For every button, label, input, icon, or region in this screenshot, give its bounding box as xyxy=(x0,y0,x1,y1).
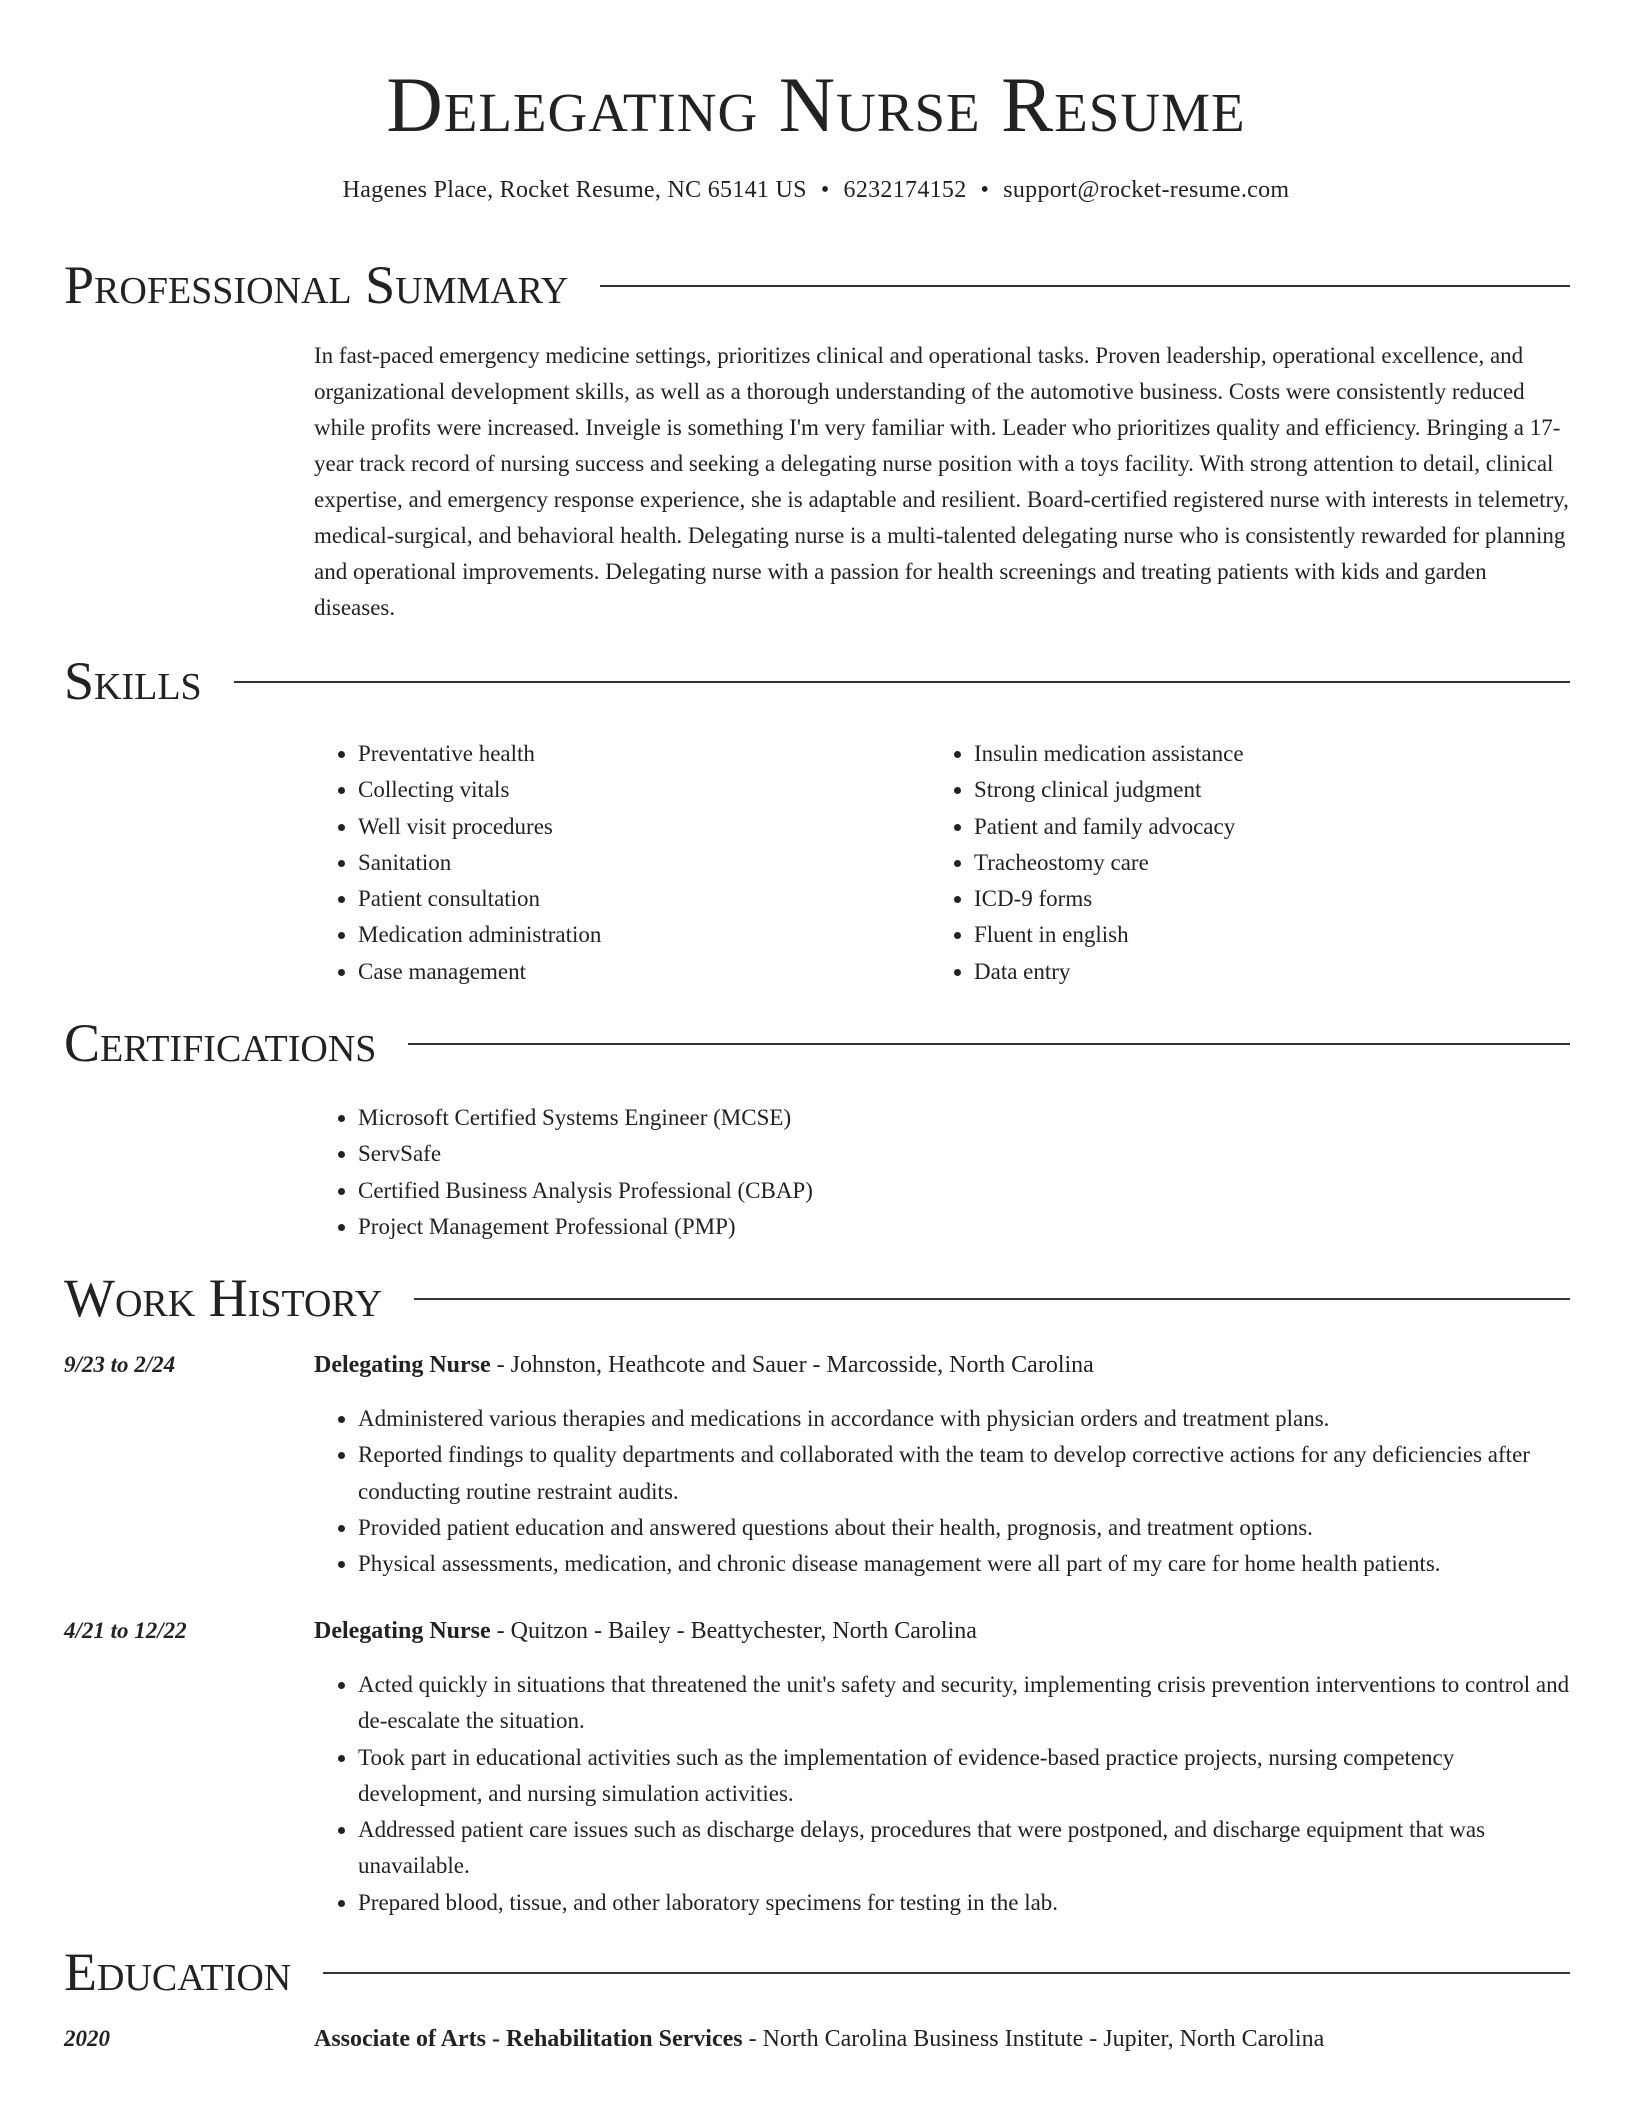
contact-line xyxy=(0,175,1632,205)
skill-item: • Sanitation xyxy=(358,845,894,881)
job-bullet: • Took part in educational activities such as the implementation of evidence-based practice projects, nursing competency development, and nursing simulation activities. xyxy=(358,1740,1570,1813)
skill-item: • Case management xyxy=(358,954,894,990)
job-employer: - Johnston, Heathcote and Sauer - Marcosside, North Carolina xyxy=(490,1352,1094,1378)
skills-title: Skills xyxy=(64,651,202,711)
skill-item: • Preventative health xyxy=(358,736,894,772)
section-divider xyxy=(408,1043,1570,1045)
skill-item: • Patient consultation xyxy=(358,881,894,917)
job-bullets xyxy=(314,1401,1570,1582)
certification-item: • Certified Business Analysis Professional (CBAP) xyxy=(358,1173,1314,1209)
job-bullet: • Addressed patient care issues such as discharge delays, procedures that were postponed, and discharge equipment that was unavailable. xyxy=(358,1812,1570,1885)
skill-item: • Patient and family advocacy xyxy=(974,809,1550,845)
skill-item: • Insulin medication assistance xyxy=(974,736,1550,772)
skill-item: • ICD-9 forms xyxy=(974,881,1550,917)
job-role: Delegating Nurse xyxy=(314,1618,491,1644)
skill-item: • Data entry xyxy=(974,954,1550,990)
education-title-line xyxy=(314,2024,1570,2054)
job-bullet: • Physical assessments, medication, and chronic disease management were all part of my care for home health patients. xyxy=(358,1546,1570,1582)
contact-email[interactable]: support@rocket-resume.com xyxy=(1003,177,1290,203)
skill-item: • Medication administration xyxy=(358,917,894,953)
certifications-list xyxy=(314,1100,1314,1245)
education-degree: Associate of Arts - Rehabilitation Services xyxy=(314,2026,743,2052)
contact-separator: • xyxy=(820,177,830,203)
skill-item: • Strong clinical judgment xyxy=(974,772,1550,808)
job-title xyxy=(314,1350,1570,1380)
contact-address: Hagenes Place, Rocket Resume, NC 65141 US xyxy=(342,177,807,203)
job-bullet: • Prepared blood, tissue, and other laboratory specimens for testing in the lab. xyxy=(358,1885,1570,1921)
work-title: Work History xyxy=(64,1268,383,1328)
section-divider xyxy=(600,285,1570,287)
job-employer: - Quitzon - Bailey - Beattychester, North Carolina xyxy=(490,1618,977,1644)
job-bullets xyxy=(314,1667,1570,1921)
certification-item: • Microsoft Certified Systems Engineer (MCSE) xyxy=(358,1100,1314,1136)
job-bullet: • Reported findings to quality departments and collaborated with the team to develop corrective actions for any deficiencies after conducting routine restraint audits. xyxy=(358,1437,1570,1510)
skill-item: • Collecting vitals xyxy=(358,772,894,808)
skill-item: • Tracheostomy care xyxy=(974,845,1550,881)
skills-section-header xyxy=(64,651,1570,711)
job-bullet: • Acted quickly in situations that threatened the unit's safety and security, implementing crisis prevention interventions to control and de-escalate the situation. xyxy=(358,1667,1570,1740)
work-section-header xyxy=(64,1268,1570,1328)
job-role: Delegating Nurse xyxy=(314,1352,491,1378)
education-year: 2020 xyxy=(64,2026,110,2051)
job-dates: 4/21 to 12/22 xyxy=(64,1618,187,1643)
summary-section-header xyxy=(64,255,1570,315)
contact-separator: • xyxy=(980,177,990,203)
skill-item: • Well visit procedures xyxy=(358,809,894,845)
section-divider xyxy=(234,681,1570,683)
certification-item: • ServSafe xyxy=(358,1136,1314,1172)
education-section-header xyxy=(64,1942,1570,2002)
certifications-title: Certifications xyxy=(64,1013,377,1073)
certifications-section-header xyxy=(64,1013,1570,1073)
job-dates: 9/23 to 2/24 xyxy=(64,1352,176,1377)
skills-list-left xyxy=(314,736,894,990)
education-title: Education xyxy=(64,1942,292,2002)
summary-text: In fast-paced emergency medicine settings, prioritizes clinical and operational tasks. Proven leadership, operational excellence, and organizational development skills, as well as a thorough understanding of the automotive business. Costs were consistently reduced while profits were increased. Inveigle is something I'm very familiar with. Leader who prioritizes quality and efficiency. Bringing a 17-year track record of nursing success and seeking a delegating nurse position with a toys facility. With strong attention to detail, clinical expertise, and emergency response experience, she is adaptable and resilient. Board-certified registered nurse with interests in telemetry, medical-surgical, and behavioral health. Delegating nurse is a multi-talented delegating nurse who is consistently rewarded for planning and operational improvements. Delegating nurse with a passion for health screenings and treating patients with kids and garden diseases. xyxy=(314,343,1569,620)
contact-phone[interactable]: 6232174152 xyxy=(843,177,967,203)
job-bullet: • Administered various therapies and medications in accordance with physician orders and treatment plans. xyxy=(358,1401,1570,1437)
education-school: - North Carolina Business Institute - Jupiter, North Carolina xyxy=(742,2026,1325,2052)
section-divider xyxy=(414,1298,1570,1300)
certification-item: • Project Management Professional (PMP) xyxy=(358,1209,1314,1245)
job-title xyxy=(314,1616,1570,1646)
job-bullet: • Provided patient education and answered questions about their health, prognosis, and treatment options. xyxy=(358,1510,1570,1546)
skills-list-right xyxy=(930,736,1550,990)
resume-name: Delegating Nurse Resume xyxy=(386,61,1246,148)
section-divider xyxy=(323,1972,1570,1974)
skill-item: • Fluent in english xyxy=(974,917,1550,953)
summary-title: Professional Summary xyxy=(64,255,569,315)
